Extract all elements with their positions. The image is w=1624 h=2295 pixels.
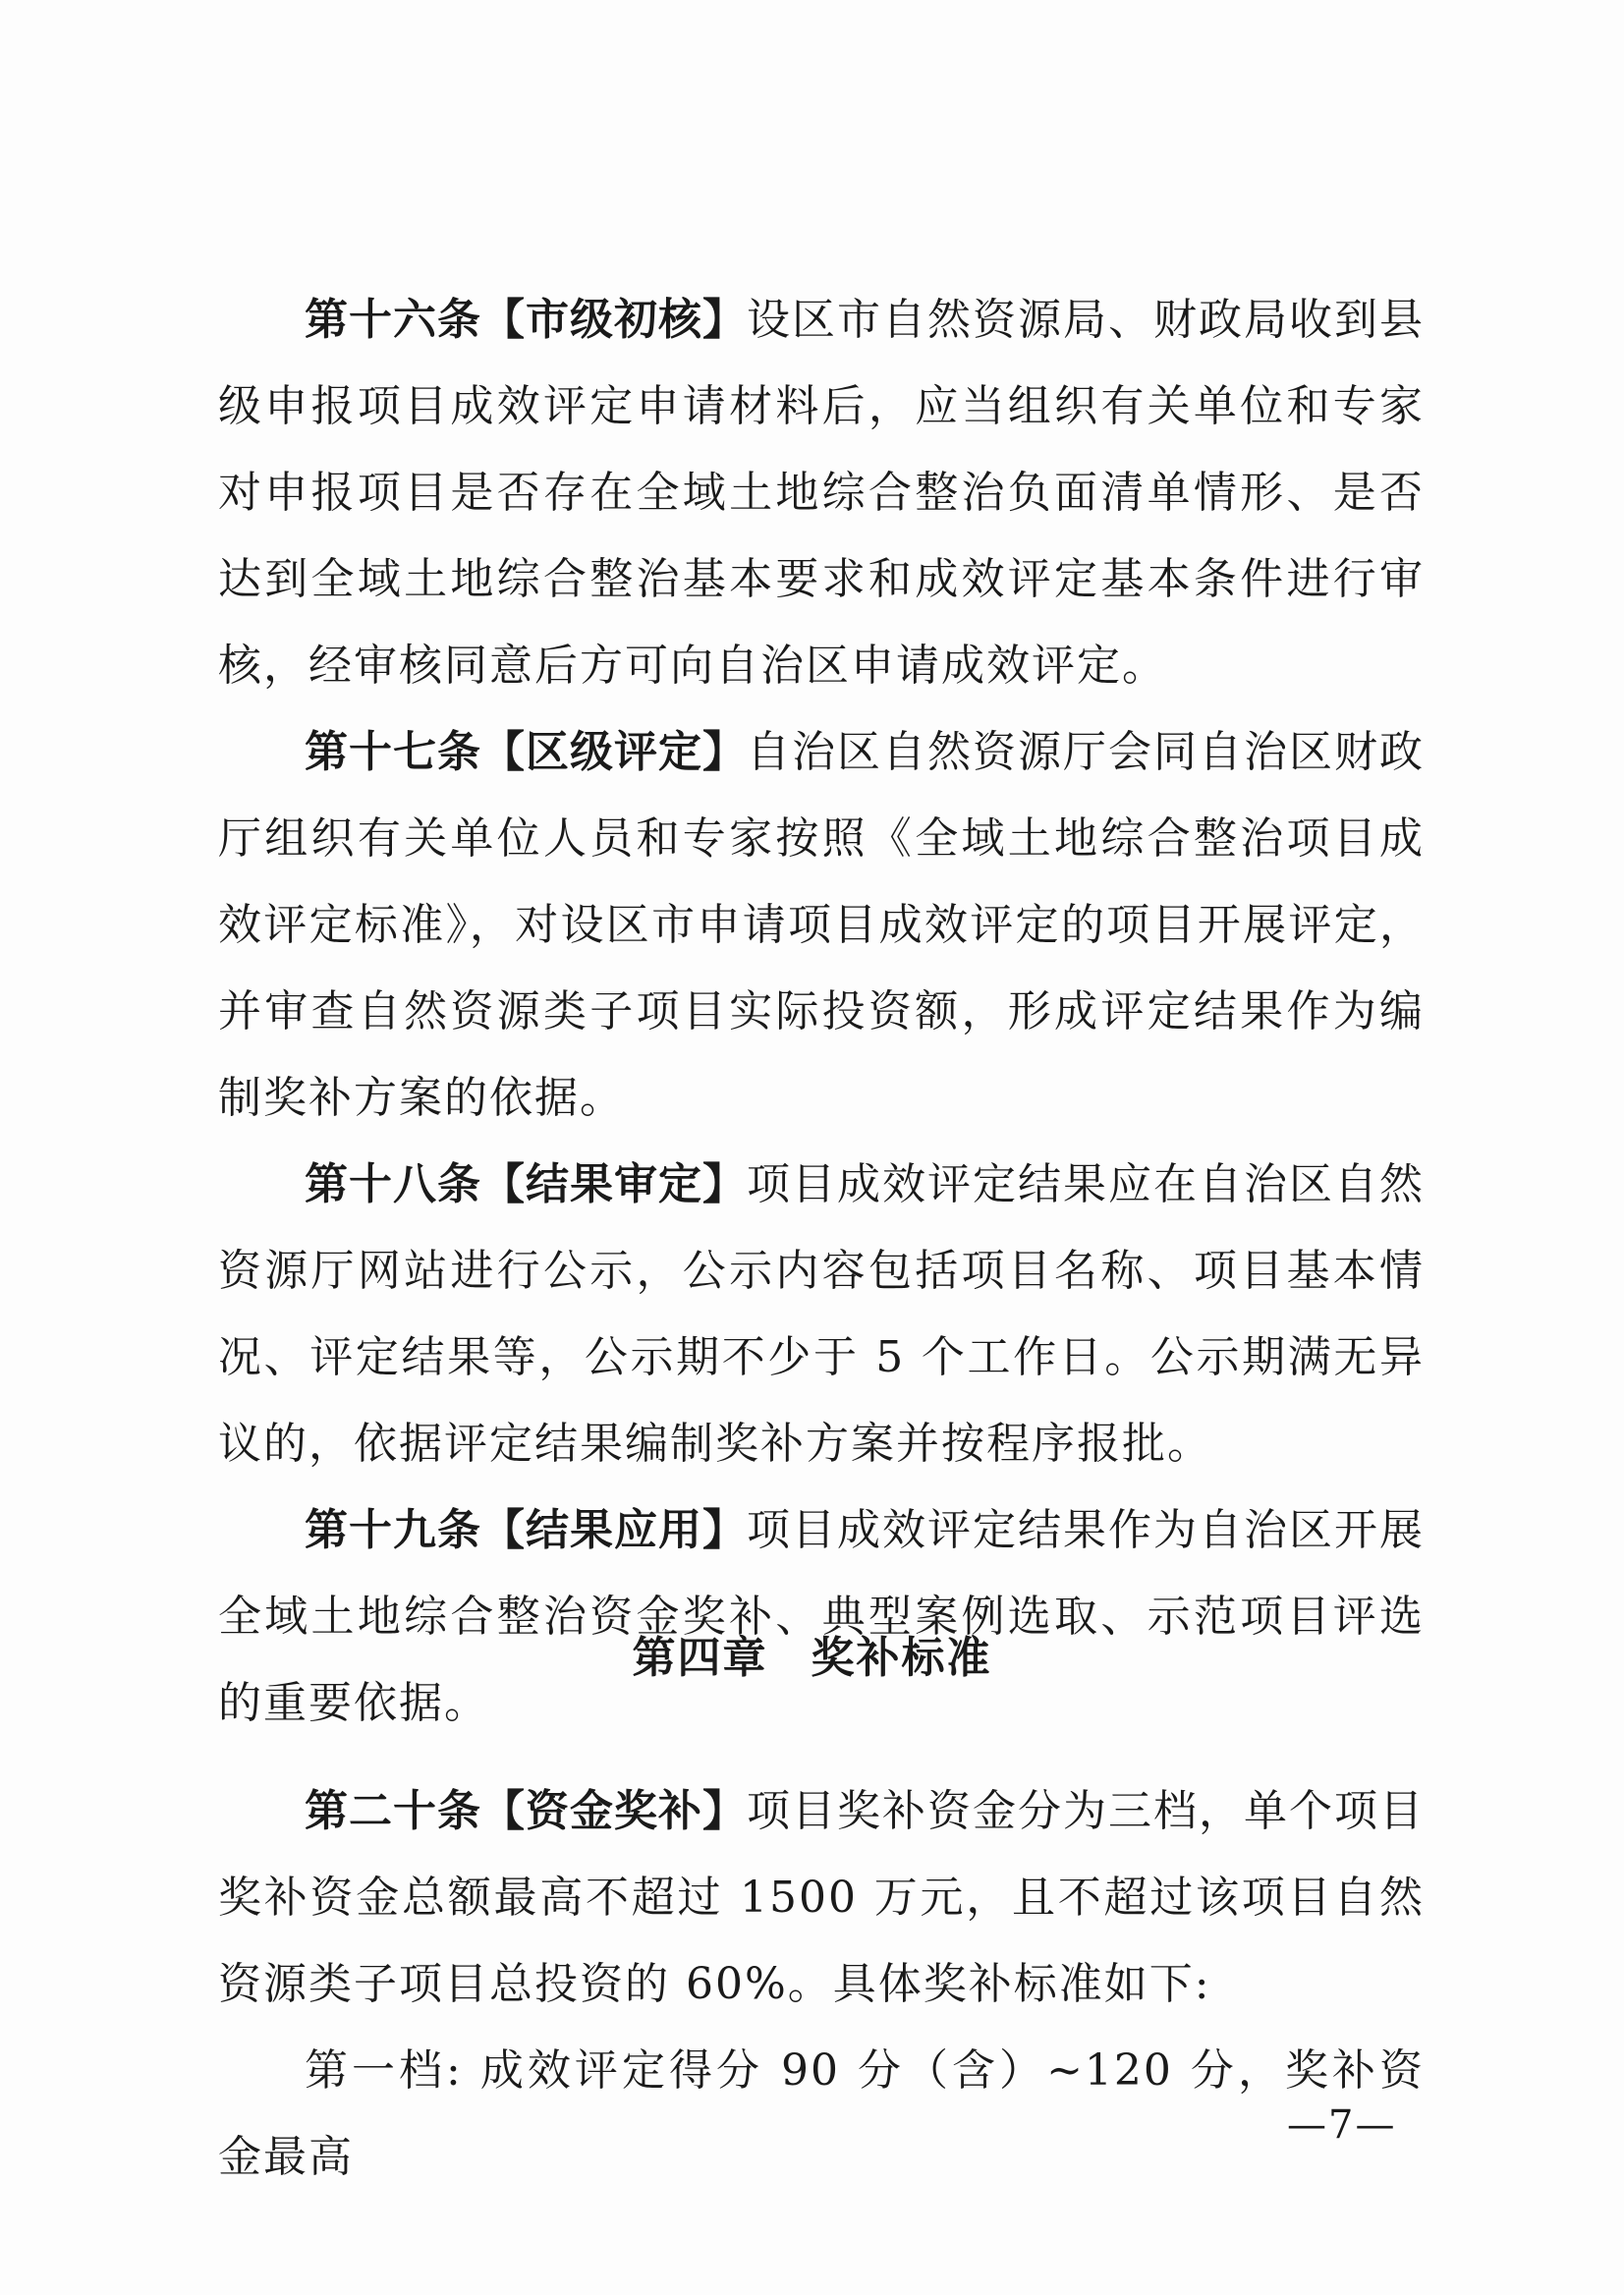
article-body: 项目成效评定结果作为自治区开展全域土地综合整治资金奖补、典型案例选取、示范项目评选的重要依据。	[218, 1505, 1425, 1728]
chapter-title: 奖补标准	[811, 1633, 992, 1683]
article-title: 第十八条【结果审定】	[305, 1159, 747, 1209]
article-title: 第十六条【市级初核】	[305, 295, 747, 345]
article-title: 第十七条【区级评定】	[305, 727, 747, 777]
article-17	[218, 709, 1425, 1142]
articles-section-top	[218, 277, 1425, 1747]
article-body: 设区市自然资源局、财政局收到县级申报项目成效评定申请材料后，应当组织有关单位和专家对申报项目是否存在全域土地综合整治负面清单情形、是否达到全域土地综合整治基本要求和成效评定基本条件进行审核，经审核同意后方可向自治区申请成效评定。	[218, 295, 1425, 691]
tier-one-text: 第一档: 成效评定得分 90 分（含）~120 分，奖补资金最高	[218, 2045, 1425, 2182]
article-16	[218, 277, 1425, 709]
tier-one	[218, 2028, 1425, 2201]
chapter-number: 第四章	[632, 1633, 768, 1683]
article-title: 第十九条【结果应用】	[305, 1505, 747, 1555]
article-title: 第二十条【资金奖补】	[305, 1786, 747, 1836]
article-18	[218, 1142, 1425, 1487]
page-number: —7—	[1287, 2102, 1397, 2148]
article-body: 项目奖补资金分为三档，单个项目奖补资金总额最高不超过 1500 万元，且不超过该项目自然资源类子项目总投资的 60%。具体奖补标准如下:	[218, 1786, 1425, 2009]
chapter-heading	[0, 1629, 1624, 1688]
article-19	[218, 1487, 1425, 1747]
article-body: 自治区自然资源厅会同自治区财政厅组织有关单位人员和专家按照《全域土地综合整治项目成效评定标准》，对设区市申请项目成效评定的项目开展评定，并审查自然资源类子项目实际投资额，形成评定结果作为编制奖补方案的依据。	[218, 727, 1425, 1123]
article-body: 项目成效评定结果应在自治区自然资源厅网站进行公示，公示内容包括项目名称、项目基本情况、评定结果等，公示期不少于 5 个工作日。公示期满无异议的，依据评定结果编制奖补方案并按程序报批。	[218, 1159, 1425, 1469]
article-20	[218, 1768, 1425, 2028]
articles-section-bottom	[218, 1768, 1425, 2201]
